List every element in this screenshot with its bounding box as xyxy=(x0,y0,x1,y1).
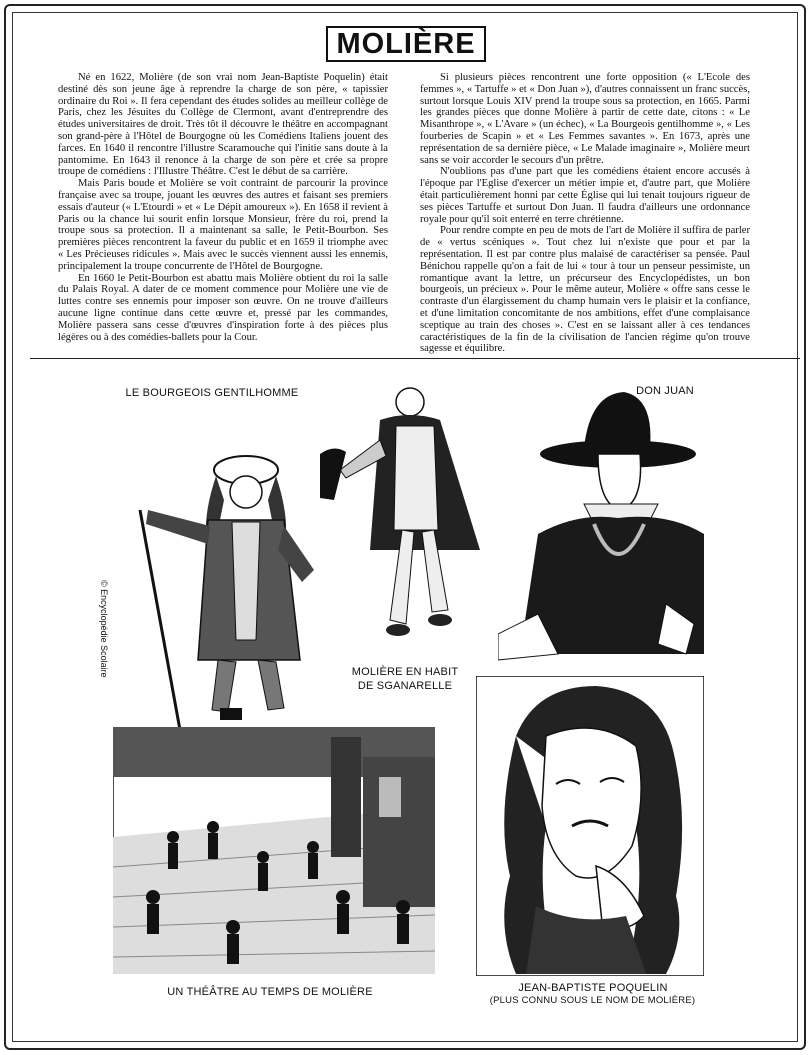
caption-poquelin-line2: (PLUS CONNU SOUS LE NOM DE MOLIÈRE) xyxy=(489,995,696,1006)
paragraph: Si plusieurs pièces rencontrent une forte opposition (« L'Ecole des femmes », « Tartuffe » et « Don Juan »), d'autres connaissent un franc succès, surtout lorsque Louis XIV prend la troupe sous sa protection, en 1665. Parmi les grandes pièces que donne Molière à partir de cette date, citons : « Le Misanthrope », « L'Avare » (un échec), « La Bourgeois gentilhomme », « Les fourberies de Scapin » et « Les Femmes savantes ». En 1673, après une représentation de sa dernière pièce, « Le Malade imaginaire », Molière meurt sans se voir accorder le secours d'un prêtre. xyxy=(420,72,750,166)
sganarelle-illustration xyxy=(310,380,480,660)
don-juan-illustration xyxy=(498,384,706,666)
section-divider xyxy=(30,358,800,359)
caption-bourgeois-gentilhomme: LE BOURGEOIS GENTILHOMME xyxy=(125,387,299,399)
caption-sganarelle-line1: MOLIÈRE EN HABIT xyxy=(351,666,459,678)
caption-sganarelle-line2: DE SGANARELLE xyxy=(357,680,453,692)
caption-poquelin-line1: JEAN-BAPTISTE POQUELIN xyxy=(518,982,668,994)
page-title: MOLIÈRE xyxy=(0,26,812,62)
paragraph: Mais Paris boude et Molière se voit contraint de parcourir la province française avec sa troupe, jouant les œuvres des autres et faisant ses premiers essais d'auteur (« L'Etourdi » et « Le Dépit amoureux »). En 1658 il revient à Paris ou la chance lui sourit enfin lorsque Monsieur, frère du roi, prend la troupe sous sa protection. Il a maintenant sa salle, le Petit-Bourbon. Ses premières pièces rencontrent la faveur du public et en 1659 il triomphe avec « Les Précieuses ridicules ». Mais avec le succès viennent aussi les ennemis, principalement la troupe concurrente de l'Hôtel de Bourgogne. xyxy=(58,178,388,272)
paragraph: Né en 1622, Molière (de son vrai nom Jean-Baptiste Poquelin) était destiné dès son jeune âge à reprendre la charge de son père, « tapissier ordinaire du Roi ». Il fera cependant des études solides au meilleur collège de Paris, chez les Jésuites du Collège de Clermont, avant d'entreprendre des études universitaires de droit. Très tôt il découvre le théâtre en accompagnant son grand-père à l'Hôtel de Bourgogne où les Comédiens Italiens jouent des farces. En 1640 il rencontre l'illustre Scaramouche qui l'initie sans doute à la pantomime. En 1643 il renonce à la charge de son père et crée sa propre troupe de comédiens : l'Illustre Théâtre. C'est le début de sa carrière. xyxy=(58,72,388,178)
paragraph: En 1660 le Petit-Bourbon est abattu mais Molière obtient du roi la salle du Palais Royal. A dater de ce moment commence pour Molière une vie de luttes contre ses ennemis pour imposer son œuvre. On ne trouve d'ailleurs aucune ligne continue dans cette œuvre et, pressé par les commandes, Molière passera sans cesse d'œuvres d'inspiration forte à des pièces plus légères ou à des comédies-ballets pour la Cour. xyxy=(58,272,388,343)
caption-don-juan: DON JUAN xyxy=(636,385,694,397)
caption-theatre: UN THÉÂTRE AU TEMPS DE MOLIÈRE xyxy=(167,986,373,998)
article-right-column xyxy=(420,72,750,355)
paragraph: Pour rendre compte en peu de mots de l'art de Molière il suffira de parler de « vertus scéniques ». Tout chez lui n'existe que pour et par la représentation. Il est par contre plus malaisé de caractériser sa pensée. Paul Bénichou rappelle qu'on a fait de lui « tour à tour un penseur pessimiste, un romantique avant la lettre, un précurseur des Encyclopédistes, un bon bourgeois, un précieux ». Pour le même auteur, Molière « offre sans cesse le contraste d'un élargissement du champ humain vers le plaisir et la confiance, et d'une limitation concomitante de nos ambitions, effet d'une complaisance sceptique au train des choses ». C'est en se laissant aller à ces tendances caractéristiques de la fin de la civilisation de l'ancien régime qu'on trouve sagesse et équilibre. xyxy=(420,225,750,355)
bourgeois-gentilhomme-illustration xyxy=(128,440,328,750)
article-left-column xyxy=(58,72,388,343)
paragraph: N'oublions pas d'une part que les comédiens étaient encore accusés à l'époque par l'Eglise d'exercer un métier impie et, d'autre part, que Molière était particulièrement honni par cette Église qui lui tenait toujours rigueur de ses pièces Tartuffe et surtout Don Juan. Il faudra d'ailleurs une ordonnance royale pour qu'il soit enterré en terre chrétienne. xyxy=(420,166,750,225)
poquelin-portrait-illustration xyxy=(476,676,704,976)
copyright-credit: © Encyclopédie Scolaire xyxy=(99,580,109,678)
theatre-illustration xyxy=(113,727,435,974)
